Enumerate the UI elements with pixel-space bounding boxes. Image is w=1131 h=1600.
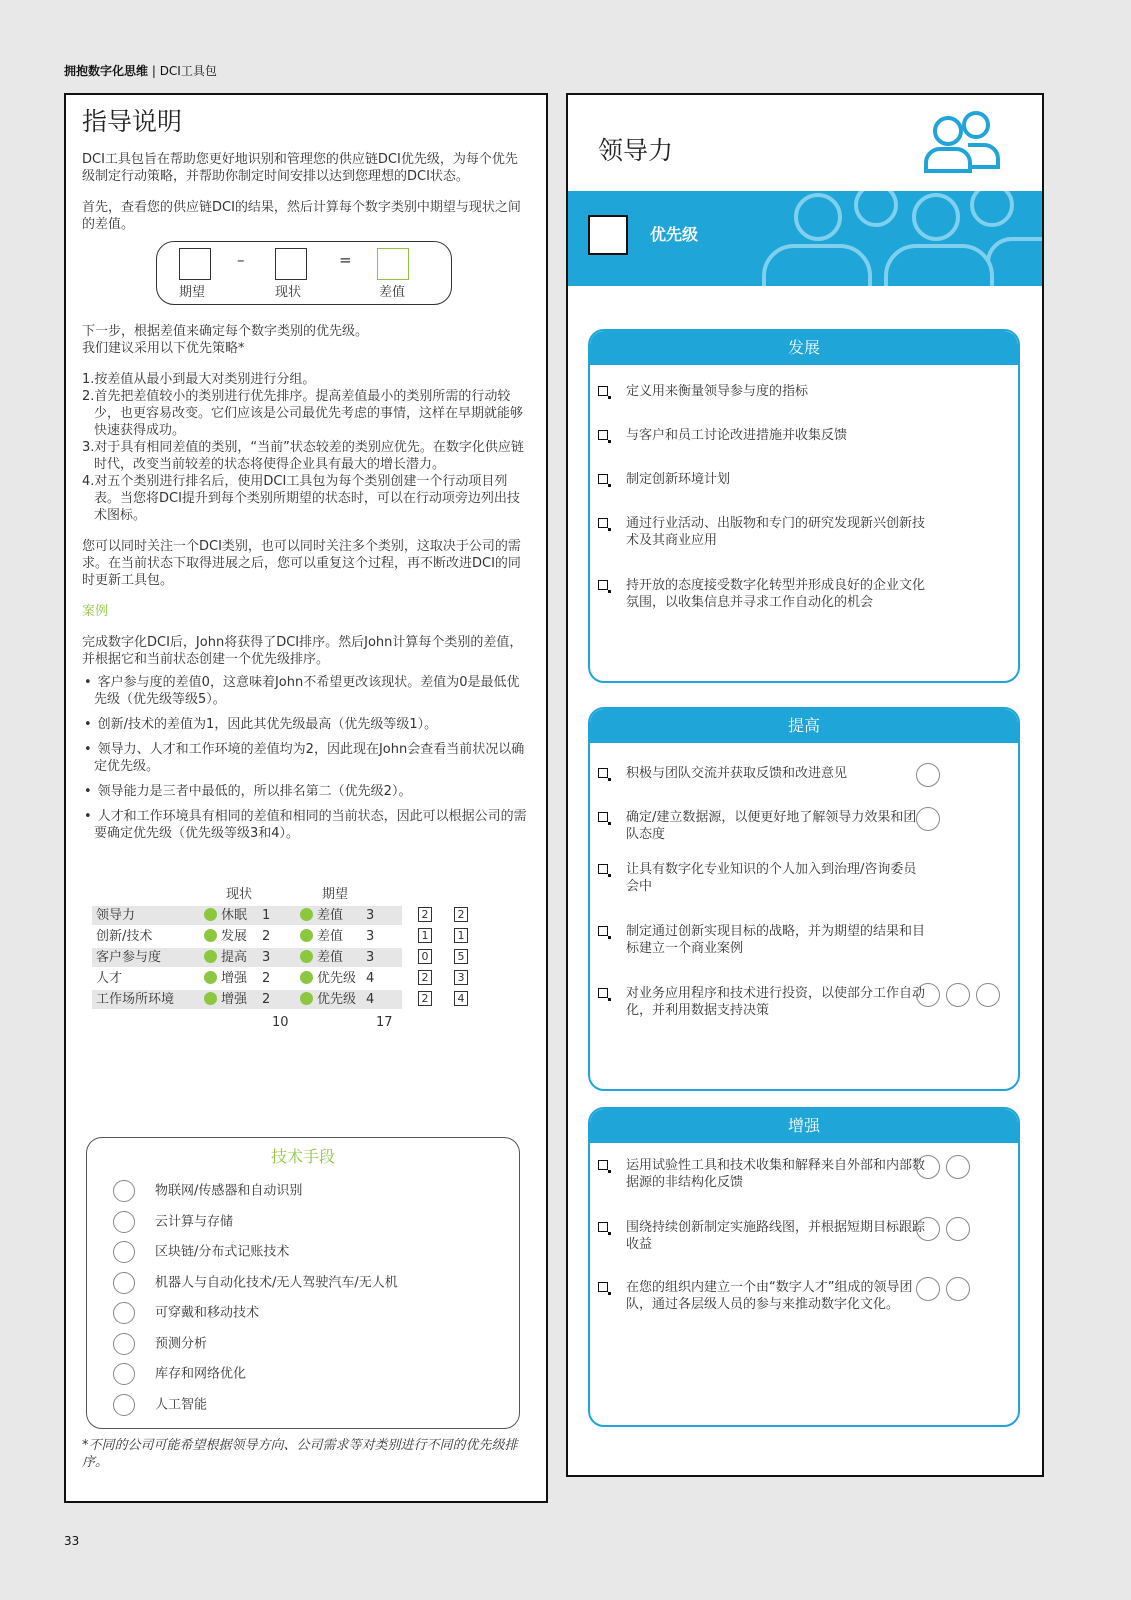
- technology-label: 物联网/传感器和自动识别: [155, 1183, 303, 1199]
- status-dot-icon: [204, 950, 217, 963]
- minus-sign: –: [237, 251, 245, 269]
- strategy-step: 2.首先把差值较小的类别进行优先排序。提高差值最小的类别所需的行动较少，也更容易改变。它们应该是公司最优先考虑的事情，这样在早期就能够快速获得成功。: [82, 389, 524, 438]
- checkbox[interactable]: [598, 1222, 608, 1232]
- expected-score-text: 4: [366, 992, 375, 1007]
- current-status: [204, 928, 247, 945]
- current-status-text: 增强: [221, 971, 248, 986]
- priority-box[interactable]: [588, 215, 628, 255]
- expected-status: [300, 949, 343, 966]
- difference-value: 2: [418, 991, 432, 1006]
- checkbox[interactable]: [598, 518, 608, 528]
- checkbox[interactable]: [598, 926, 608, 936]
- tech-icons: [916, 1155, 976, 1179]
- current-box: [275, 248, 307, 280]
- action-item: [598, 515, 926, 549]
- current-status-text: 休眠: [221, 908, 248, 923]
- category-name-text: 工作场所环境: [96, 992, 175, 1007]
- total-current: 10: [272, 1015, 289, 1030]
- ranking-row: [92, 948, 465, 967]
- wearable-icon: [113, 1302, 135, 1324]
- case-bullet: • 领导力、人才和工作环境的差值均为2，因此现在John会查看当前状况以确定优先级。: [82, 741, 530, 775]
- expected-status-text: 差值: [317, 950, 344, 965]
- current-status: [204, 970, 247, 987]
- action-item: [598, 861, 926, 895]
- iot-icon: [916, 983, 940, 1007]
- instructions-panel: [64, 93, 548, 1503]
- technology-item: [113, 1211, 233, 1235]
- ranking-row: [92, 969, 465, 988]
- technology-item: [113, 1180, 302, 1204]
- action-item: [598, 765, 926, 782]
- expected-status-text: 差值: [317, 929, 344, 944]
- instructions-title: 指导说明: [82, 107, 183, 136]
- current-status: [204, 991, 247, 1008]
- current-status: [204, 907, 247, 924]
- expected-status-text: 差值: [317, 908, 344, 923]
- technology-label: 人工智能: [155, 1397, 208, 1412]
- total-expected: 17: [376, 1015, 393, 1030]
- tech-icons: [916, 807, 946, 831]
- technology-item: [113, 1272, 398, 1296]
- expected-score: [366, 928, 374, 945]
- cloud-icon: [916, 807, 940, 831]
- section-title: 增强: [590, 1109, 1018, 1143]
- category-name: [96, 970, 122, 987]
- current-label: 现状: [275, 285, 302, 300]
- robot-icon: [113, 1272, 135, 1294]
- status-dot-icon: [300, 971, 313, 984]
- technology-label: 可穿戴和移动技术: [155, 1305, 260, 1321]
- action-text: 积极与团队交流并获取反馈和改进意见: [626, 766, 848, 781]
- analytics-icon: [916, 1155, 940, 1179]
- status-dot-icon: [300, 992, 313, 1005]
- checkbox[interactable]: [598, 768, 608, 778]
- technology-label: 云计算与存储: [155, 1214, 234, 1229]
- strategy-step: 3.对于具有相同差值的类别，“当前”状态较差的类别应优先。在数字化供应链时代，改变当前较差的状态将使得企业具有最大的增长潜力。: [82, 440, 524, 472]
- ai-icon: [113, 1394, 135, 1416]
- status-dot-icon: [300, 908, 313, 921]
- action-item: [598, 471, 926, 488]
- checkbox[interactable]: [598, 1282, 608, 1292]
- tech-icons: [916, 983, 1006, 1007]
- action-item: [598, 1219, 926, 1253]
- expected-status: [300, 928, 343, 945]
- people-icon: [920, 107, 1000, 175]
- action-item: [598, 809, 926, 843]
- technology-item: [113, 1333, 207, 1357]
- col-current-header: 现状: [226, 887, 253, 902]
- robot-icon: [976, 983, 1000, 1007]
- section-enhance: [588, 1107, 1020, 1427]
- page-number: 33: [64, 1534, 80, 1548]
- current-status-text: 增强: [221, 992, 248, 1007]
- col-expected-header: 期望: [322, 887, 349, 902]
- current-score-text: 1: [262, 908, 271, 923]
- ranking-table: [82, 886, 530, 1036]
- checkbox[interactable]: [598, 812, 608, 822]
- rank-value: 4: [454, 991, 468, 1006]
- tech-icons: [916, 1217, 976, 1241]
- status-dot-icon: [204, 992, 217, 1005]
- category-name: [96, 928, 152, 945]
- focus-text: 您可以同时关注一个DCI类别，也可以同时关注多个类别，这取决于公司的需求。在当前状态下取得进展之后，您可以重复这个过程，再不断改进DCI的同时更新工具包。: [82, 539, 521, 588]
- action-item: [598, 1157, 926, 1191]
- expected-status-text: 优先级: [317, 971, 357, 986]
- checkbox[interactable]: [598, 988, 608, 998]
- cloud-icon: [946, 983, 970, 1007]
- expected-score-text: 3: [366, 950, 375, 965]
- difference-value: 1: [418, 928, 432, 943]
- checkbox[interactable]: [598, 1160, 608, 1170]
- status-dot-icon: [204, 929, 217, 942]
- current-score: [262, 928, 270, 945]
- action-text: 对业务应用程序和技术进行投资，以使部分工作自动化，并利用数据支持决策: [626, 986, 926, 1018]
- leadership-panel: [566, 93, 1044, 1477]
- technology-item: [113, 1302, 259, 1326]
- technology-label: 库存和网络优化: [155, 1366, 247, 1382]
- difference-value: 2: [418, 907, 432, 922]
- action-text: 制定通过创新实现目标的战略，并为期望的结果和目标建立一个商业案例: [626, 924, 926, 956]
- section-title: 发展: [590, 331, 1018, 365]
- status-dot-icon: [300, 950, 313, 963]
- tech-icons: [916, 1277, 976, 1301]
- analytics-icon: [916, 1277, 940, 1301]
- step1-text: 首先，查看您的供应链DCI的结果，然后计算每个数字类别中期望与现状之间的差值。: [82, 200, 521, 232]
- difference-box: [377, 248, 409, 280]
- expected-status: [300, 991, 356, 1008]
- expected-label: 期望: [179, 285, 206, 300]
- action-text: 通过行业活动、出版物和专门的研究发现新兴创新技术及其商业应用: [626, 516, 926, 548]
- analytics-icon: [946, 1217, 970, 1241]
- action-text: 运用试验性工具和技术收集和解释来自外部和内部数据源的非结构化反馈: [626, 1158, 926, 1190]
- expected-score-text: 4: [366, 971, 375, 986]
- action-text: 定义用来衡量领导参与度的指标: [626, 384, 809, 399]
- cloud-icon: [916, 1217, 940, 1241]
- action-item: [598, 923, 926, 957]
- technology-legend: [86, 1137, 520, 1429]
- current-score: [262, 949, 270, 966]
- checkbox[interactable]: [598, 474, 608, 484]
- technology-legend-title: 技术手段: [270, 1147, 335, 1166]
- technology-item: [113, 1241, 289, 1265]
- difference-formula: [156, 241, 452, 305]
- expected-score-text: 3: [366, 929, 375, 944]
- blockchain-icon: [113, 1241, 135, 1263]
- network-icon: [113, 1363, 135, 1385]
- current-score-text: 2: [262, 971, 271, 986]
- cloud-icon: [916, 763, 940, 787]
- expected-score: [366, 970, 374, 987]
- header-bold: 拥抱数字化思维: [64, 64, 149, 78]
- case-bullet: • 人才和工作环境具有相同的差值和相同的当前状态，因此可以根据公司的需要确定优先级（优先级等级3和4）。: [82, 808, 530, 842]
- rank-value: 2: [454, 907, 468, 922]
- case-bullet: • 客户参与度的差值0，这意味着John不希望更改该现状。差值为0是最低优先级（优先级等级5）。: [82, 674, 530, 708]
- ranking-row: [92, 906, 465, 925]
- page-header: [64, 62, 217, 79]
- cloud-icon: [113, 1211, 135, 1233]
- intro-text: DCI工具包旨在帮助您更好地识别和管理您的供应链DCI优先级，为每个优先级制定行动策略，并帮助你制定时间安排以达到您理想的DCI状态。: [82, 152, 518, 184]
- section-improve: [588, 707, 1020, 1091]
- action-text: 确定/建立数据源，以便更好地了解领导力效果和团队态度: [626, 810, 917, 842]
- checkbox[interactable]: [598, 430, 608, 440]
- leadership-title: 领导力: [598, 136, 674, 165]
- current-score: [262, 970, 270, 987]
- case-text: 完成数字化DCI后，John将获得了DCI排序。然后John计算每个类别的差值，并根据它和当前状态创建一个优先级排序。: [82, 635, 523, 667]
- expected-status: [300, 907, 343, 924]
- checkbox[interactable]: [598, 864, 608, 874]
- category-name: [96, 907, 135, 924]
- expected-score: [366, 991, 374, 1008]
- expected-box: [179, 248, 211, 280]
- category-name-text: 领导力: [96, 908, 136, 923]
- tech-icons: [916, 763, 946, 787]
- header-rest: | DCI工具包: [148, 64, 217, 78]
- technology-item: [113, 1363, 246, 1387]
- case-bullet: • 领导能力是三者中最低的，所以排名第二（优先级2）。: [82, 783, 530, 800]
- ranking-row: [92, 927, 465, 946]
- current-score-text: 3: [262, 950, 271, 965]
- current-score: [262, 907, 270, 924]
- action-text: 制定创新环境计划: [626, 472, 731, 487]
- strategy-step: 1.按差值从最小到最大对类别进行分组。: [82, 372, 316, 387]
- technology-label: 区块链/分布式记账技术: [155, 1244, 290, 1260]
- people-pattern-icon: [568, 191, 1042, 286]
- technology-label: 预测分析: [155, 1336, 208, 1351]
- checkbox[interactable]: [598, 386, 608, 396]
- current-status-text: 提高: [221, 950, 248, 965]
- status-dot-icon: [300, 929, 313, 942]
- expected-score-text: 3: [366, 908, 375, 923]
- status-dot-icon: [204, 971, 217, 984]
- case-bullets: [82, 674, 530, 842]
- action-text: 围绕持续创新制定实施路线图，并根据短期目标跟踪收益: [626, 1220, 926, 1252]
- current-status-text: 发展: [221, 929, 248, 944]
- case-title: 案例: [82, 604, 109, 619]
- case-bullet: • 创新/技术的差值为1，因此其优先级最高（优先级等级1）。: [82, 716, 530, 733]
- ai-icon: [946, 1155, 970, 1179]
- action-text: 在您的组织内建立一个由“数字人才”组成的领导团队，通过各层级人员的参与来推动数字化文化。: [626, 1280, 913, 1312]
- section-develop: [588, 329, 1020, 683]
- priority-band: [568, 191, 1042, 286]
- checkbox[interactable]: [598, 580, 608, 590]
- action-text: 持开放的态度接受数字化转型并形成良好的企业文化氛围，以收集信息并寻求工作自动化的机会: [626, 578, 926, 610]
- status-dot-icon: [204, 908, 217, 921]
- ranking-row: [92, 990, 465, 1009]
- technology-item: [113, 1394, 207, 1418]
- next-step-line-1: 下一步，根据差值来确定每个数字类别的优先级。: [82, 324, 369, 339]
- action-text: 让具有数字化专业知识的个人加入到治理/咨询委员会中: [626, 862, 917, 894]
- category-name: [96, 949, 161, 966]
- current-score-text: 2: [262, 992, 271, 1007]
- footnote: *不同的公司可能希望根据领导方向、公司需求等对类别进行不同的优先级排序。: [82, 1438, 518, 1470]
- difference-value: 2: [418, 970, 432, 985]
- ai-icon: [946, 1277, 970, 1301]
- category-name: [96, 991, 174, 1008]
- section-title: 提高: [590, 709, 1018, 743]
- action-item: [598, 1279, 926, 1313]
- expected-status-text: 优先级: [317, 992, 357, 1007]
- rank-value: 3: [454, 970, 468, 985]
- rank-value: 1: [454, 928, 468, 943]
- next-step-line-2: 我们建议采用以下优先策略*: [82, 341, 245, 356]
- technology-label: 机器人与自动化技术/无人驾驶汽车/无人机: [155, 1275, 398, 1290]
- action-item: [598, 985, 926, 1019]
- difference-label: 差值: [379, 285, 406, 300]
- strategy-steps: [82, 371, 530, 524]
- current-score-text: 2: [262, 929, 271, 944]
- analytics-icon: [113, 1333, 135, 1355]
- strategy-step: 4.对五个类别进行排名后，使用DCI工具包为每个类别创建一个行动项目列表。当您将DCI提升到每个类别所期望的状态时，可以在行动项旁边列出技术图标。: [82, 474, 520, 523]
- equals-sign: =: [339, 251, 352, 269]
- rank-value: 5: [454, 949, 468, 964]
- category-name-text: 人才: [96, 971, 123, 986]
- next-step-text: [82, 323, 530, 357]
- expected-status: [300, 970, 356, 987]
- current-score: [262, 991, 270, 1008]
- difference-value: 0: [418, 949, 432, 964]
- expected-score: [366, 949, 374, 966]
- action-item: [598, 577, 926, 611]
- action-item: [598, 427, 926, 444]
- category-name-text: 客户参与度: [96, 950, 162, 965]
- priority-label: 优先级: [650, 225, 699, 244]
- iot-icon: [113, 1180, 135, 1202]
- category-name-text: 创新/技术: [96, 929, 153, 944]
- expected-score: [366, 907, 374, 924]
- action-text: 与客户和员工讨论改进措施并收集反馈: [626, 428, 848, 443]
- action-item: [598, 383, 926, 400]
- current-status: [204, 949, 247, 966]
